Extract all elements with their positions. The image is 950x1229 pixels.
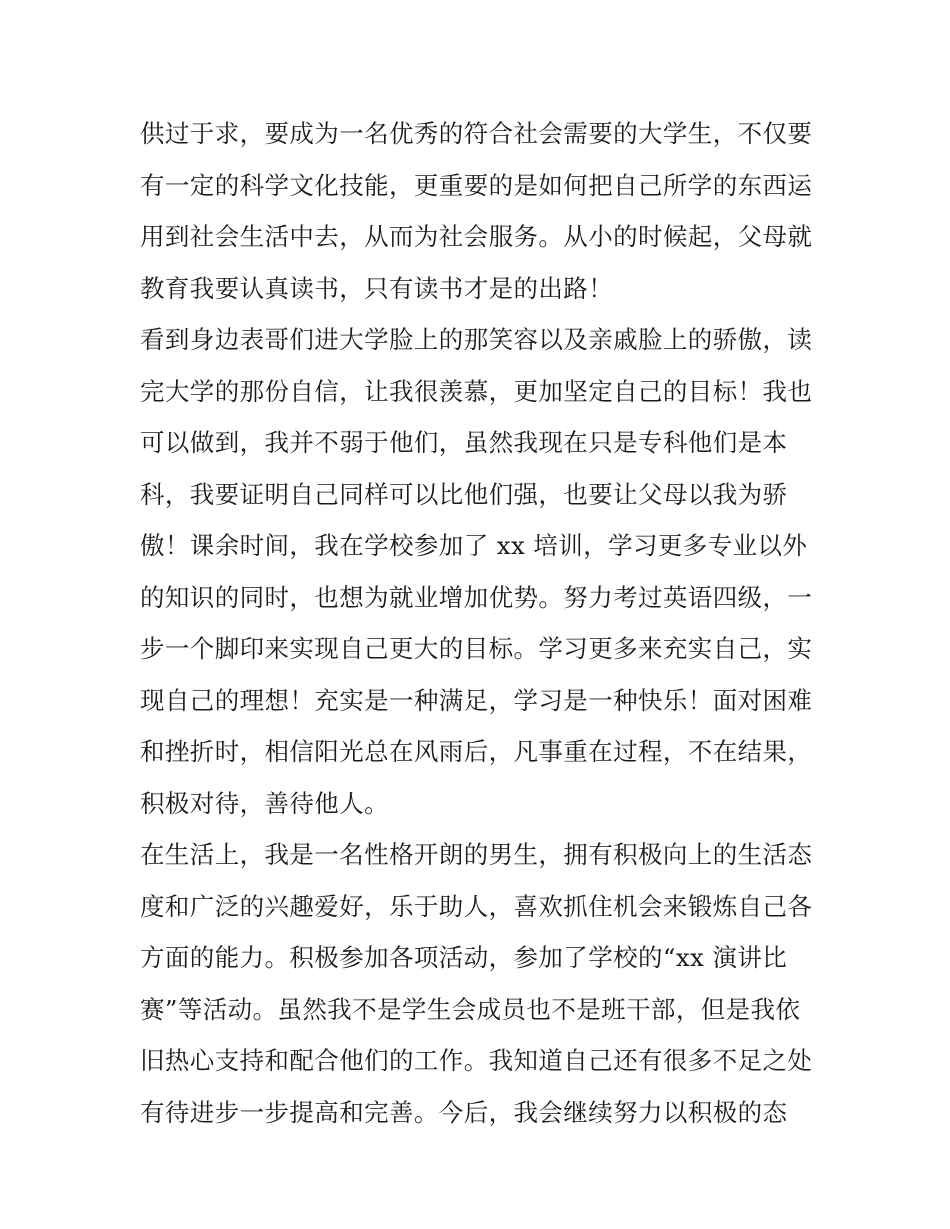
text-line: 有待进步一步提高和完善。今后，我会继续努力以积极的态 (140, 1097, 788, 1127)
text-line: 供过于求，要成为一名优秀的符合社会需要的大学生，不仅要 (140, 119, 813, 148)
text-line: 和挫折时，相信阳光总在风雨后，凡事重在过程，不在结果， (140, 737, 813, 766)
text-line: 的知识的同时，也想为就业增加优势。努力考过英语四级，一 (140, 582, 813, 612)
text-line: 步一个脚印来实现自己更大的目标。学习更多来充实自己，实 (140, 634, 813, 663)
text-line: 有一定的科学文化技能，更重要的是如何把自己所学的东西运 (140, 170, 813, 200)
text-line: 在生活上，我是一名性格开朗的男生，拥有积极向上的生活态 (140, 840, 813, 869)
text-line: 方面的能力。积极参加各项活动，参加了学校的“xx 演讲比 (140, 943, 788, 972)
text-line: 教育我要认真读书，只有读书才是的出路！ (140, 273, 614, 303)
text-line: 赛”等活动。虽然我不是学生会成员也不是班干部，但是我依 (140, 994, 801, 1024)
text-line: 可以做到，我并不弱于他们，虽然我现在只是专科他们是本 (140, 428, 788, 457)
text-line: 用到社会生活中去，从而为社会服务。从小的时候起，父母就 (140, 222, 813, 251)
text-line: 现自己的理想！充实是一种满足，学习是一种快乐！面对困难 (140, 685, 813, 715)
text-line: 完大学的那份自信，让我很羡慕，更加坚定自己的目标！我也 (140, 376, 813, 406)
text-line: 看到身边表哥们进大学脸上的那笑容以及亲戚脸上的骄傲，读 (140, 325, 813, 354)
text-line: 积极对待，善待他人。 (140, 788, 389, 818)
body-text (140, 108, 820, 1138)
text-line: 傲！课余时间，我在学校参加了 xx 培训，学习更多专业以外 (140, 531, 808, 560)
text-line: 度和广泛的兴趣爱好，乐于助人，喜欢抓住机会来锻炼自己各 (140, 891, 813, 921)
text-line: 旧热心支持和配合他们的工作。我知道自己还有很多不足之处 (140, 1046, 813, 1075)
text-line: 科，我要证明自己同样可以比他们强，也要让父母以我为骄 (140, 479, 788, 509)
